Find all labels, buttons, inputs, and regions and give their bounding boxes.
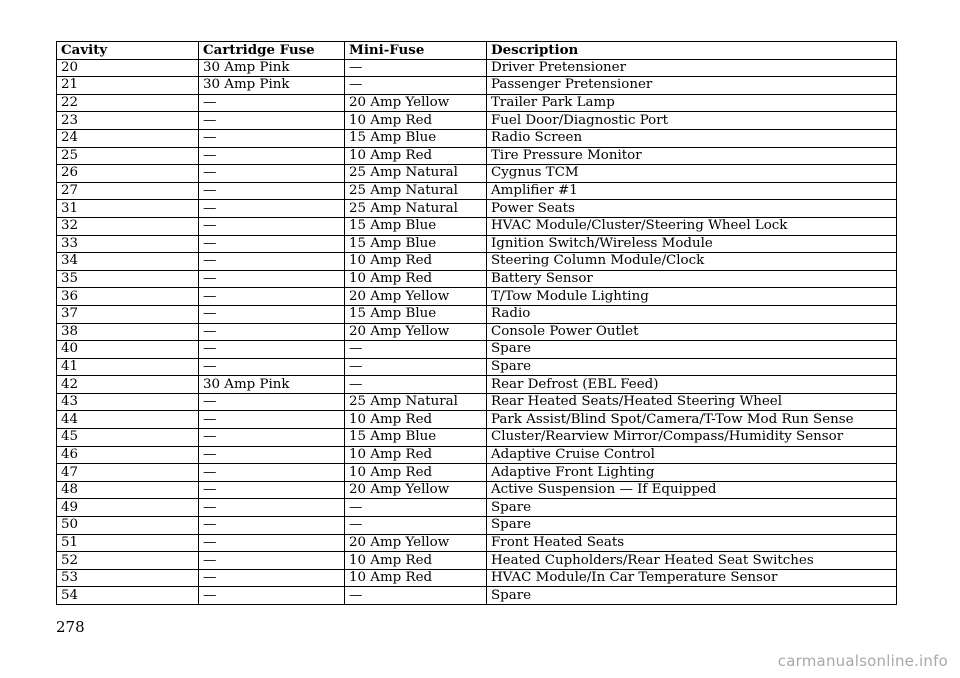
table-row [57, 517, 897, 535]
cell-cavity: 20 [57, 59, 199, 77]
table-row [57, 429, 897, 447]
table-row [57, 499, 897, 517]
cell-cartridge-fuse: — [199, 411, 345, 429]
cell-description: HVAC Module/In Car Temperature Sensor [487, 569, 897, 587]
cell-cavity: 33 [57, 235, 199, 253]
cell-description: Power Seats [487, 200, 897, 218]
cell-cartridge-fuse: 30 Amp Pink [199, 59, 345, 77]
table-row [57, 94, 897, 112]
cell-description: Adaptive Cruise Control [487, 446, 897, 464]
fuse-table [56, 41, 897, 605]
cell-mini-fuse: 15 Amp Blue [345, 429, 487, 447]
cell-cartridge-fuse: 30 Amp Pink [199, 77, 345, 95]
cell-cavity: 46 [57, 446, 199, 464]
cell-cartridge-fuse: — [199, 112, 345, 130]
cell-cavity: 48 [57, 481, 199, 499]
table-row [57, 217, 897, 235]
table-row [57, 411, 897, 429]
table-row [57, 587, 897, 605]
cell-description: Battery Sensor [487, 270, 897, 288]
cell-cavity: 51 [57, 534, 199, 552]
cell-mini-fuse: — [345, 77, 487, 95]
cell-cavity: 32 [57, 217, 199, 235]
cell-description: Rear Heated Seats/Heated Steering Wheel [487, 393, 897, 411]
cell-cavity: 43 [57, 393, 199, 411]
cell-cavity: 47 [57, 464, 199, 482]
cell-mini-fuse: 25 Amp Natural [345, 200, 487, 218]
table-row [57, 59, 897, 77]
table-row [57, 323, 897, 341]
cell-cartridge-fuse: — [199, 200, 345, 218]
cell-cartridge-fuse: — [199, 534, 345, 552]
cell-cartridge-fuse: — [199, 165, 345, 183]
cell-mini-fuse: — [345, 341, 487, 359]
table-row [57, 464, 897, 482]
table-row [57, 341, 897, 359]
cell-description: Spare [487, 358, 897, 376]
cell-cartridge-fuse: 30 Amp Pink [199, 376, 345, 394]
cell-description: Heated Cupholders/Rear Heated Seat Switches [487, 552, 897, 570]
cell-description: Steering Column Module/Clock [487, 253, 897, 271]
header-mini-fuse: Mini-Fuse [345, 42, 487, 60]
cell-cavity: 54 [57, 587, 199, 605]
table-row [57, 77, 897, 95]
cell-cavity: 53 [57, 569, 199, 587]
table-row [57, 393, 897, 411]
cell-cartridge-fuse: — [199, 147, 345, 165]
cell-mini-fuse: 10 Amp Red [345, 112, 487, 130]
table-body [57, 59, 897, 604]
cell-description: Fuel Door/Diagnostic Port [487, 112, 897, 130]
cell-cartridge-fuse: — [199, 341, 345, 359]
table-row [57, 534, 897, 552]
cell-mini-fuse: 15 Amp Blue [345, 217, 487, 235]
cell-cavity: 37 [57, 305, 199, 323]
table-row [57, 235, 897, 253]
cell-description: Park Assist/Blind Spot/Camera/T-Tow Mod Run Sense [487, 411, 897, 429]
cell-cavity: 27 [57, 182, 199, 200]
cell-cavity: 23 [57, 112, 199, 130]
cell-mini-fuse: 15 Amp Blue [345, 305, 487, 323]
cell-description: Amplifier #1 [487, 182, 897, 200]
watermark: carmanualsonline.info [777, 652, 948, 670]
cell-cavity: 45 [57, 429, 199, 447]
cell-mini-fuse: — [345, 587, 487, 605]
table-row [57, 182, 897, 200]
cell-cartridge-fuse: — [199, 446, 345, 464]
cell-cartridge-fuse: — [199, 253, 345, 271]
cell-cartridge-fuse: — [199, 288, 345, 306]
cell-mini-fuse: — [345, 376, 487, 394]
cell-cartridge-fuse: — [199, 464, 345, 482]
header-description: Description [487, 42, 897, 60]
cell-description: T/Tow Module Lighting [487, 288, 897, 306]
cell-description: Console Power Outlet [487, 323, 897, 341]
cell-cartridge-fuse: — [199, 94, 345, 112]
cell-cartridge-fuse: — [199, 481, 345, 499]
cell-cavity: 34 [57, 253, 199, 271]
cell-cartridge-fuse: — [199, 217, 345, 235]
cell-cavity: 44 [57, 411, 199, 429]
cell-cavity: 42 [57, 376, 199, 394]
cell-cavity: 40 [57, 341, 199, 359]
cell-description: Rear Defrost (EBL Feed) [487, 376, 897, 394]
table-row [57, 200, 897, 218]
cell-description: Tire Pressure Monitor [487, 147, 897, 165]
cell-mini-fuse: 25 Amp Natural [345, 165, 487, 183]
cell-description: Cygnus TCM [487, 165, 897, 183]
cell-mini-fuse: — [345, 517, 487, 535]
cell-cavity: 26 [57, 165, 199, 183]
cell-mini-fuse: 10 Amp Red [345, 411, 487, 429]
cell-cavity: 22 [57, 94, 199, 112]
table-row [57, 165, 897, 183]
cell-mini-fuse: 20 Amp Yellow [345, 481, 487, 499]
cell-mini-fuse: 10 Amp Red [345, 147, 487, 165]
cell-description: Adaptive Front Lighting [487, 464, 897, 482]
cell-description: HVAC Module/Cluster/Steering Wheel Lock [487, 217, 897, 235]
cell-cavity: 50 [57, 517, 199, 535]
cell-description: Radio [487, 305, 897, 323]
cell-description: Ignition Switch/Wireless Module [487, 235, 897, 253]
cell-mini-fuse: 10 Amp Red [345, 270, 487, 288]
cell-mini-fuse: 10 Amp Red [345, 552, 487, 570]
cell-mini-fuse: 10 Amp Red [345, 569, 487, 587]
cell-mini-fuse: 20 Amp Yellow [345, 534, 487, 552]
cell-cavity: 38 [57, 323, 199, 341]
header-cartridge-fuse: Cartridge Fuse [199, 42, 345, 60]
table-row [57, 112, 897, 130]
cell-cartridge-fuse: — [199, 499, 345, 517]
table-row [57, 376, 897, 394]
cell-cavity: 52 [57, 552, 199, 570]
cell-cartridge-fuse: — [199, 429, 345, 447]
cell-mini-fuse: — [345, 59, 487, 77]
cell-cavity: 36 [57, 288, 199, 306]
cell-description: Driver Pretensioner [487, 59, 897, 77]
table-row [57, 270, 897, 288]
cell-cartridge-fuse: — [199, 552, 345, 570]
cell-mini-fuse: 20 Amp Yellow [345, 323, 487, 341]
cell-cartridge-fuse: — [199, 393, 345, 411]
cell-mini-fuse: — [345, 499, 487, 517]
cell-cartridge-fuse: — [199, 182, 345, 200]
cell-description: Spare [487, 517, 897, 535]
cell-cartridge-fuse: — [199, 129, 345, 147]
cell-cavity: 25 [57, 147, 199, 165]
cell-mini-fuse: 20 Amp Yellow [345, 288, 487, 306]
cell-cavity: 49 [57, 499, 199, 517]
cell-mini-fuse: 25 Amp Natural [345, 393, 487, 411]
table-row [57, 552, 897, 570]
table-header-row [57, 42, 897, 60]
cell-mini-fuse: 10 Amp Red [345, 464, 487, 482]
cell-cartridge-fuse: — [199, 517, 345, 535]
table-row [57, 305, 897, 323]
table-row [57, 129, 897, 147]
cell-cartridge-fuse: — [199, 305, 345, 323]
table-row [57, 358, 897, 376]
cell-cartridge-fuse: — [199, 569, 345, 587]
cell-cartridge-fuse: — [199, 358, 345, 376]
cell-description: Spare [487, 499, 897, 517]
cell-mini-fuse: 15 Amp Blue [345, 129, 487, 147]
cell-mini-fuse: 10 Amp Red [345, 253, 487, 271]
cell-description: Front Heated Seats [487, 534, 897, 552]
cell-mini-fuse: 20 Amp Yellow [345, 94, 487, 112]
table-row [57, 288, 897, 306]
page-number: 278 [56, 618, 85, 636]
cell-cartridge-fuse: — [199, 323, 345, 341]
cell-cavity: 35 [57, 270, 199, 288]
cell-description: Trailer Park Lamp [487, 94, 897, 112]
cell-description: Radio Screen [487, 129, 897, 147]
cell-description: Cluster/Rearview Mirror/Compass/Humidity Sensor [487, 429, 897, 447]
cell-cartridge-fuse: — [199, 587, 345, 605]
cell-description: Passenger Pretensioner [487, 77, 897, 95]
cell-mini-fuse: — [345, 358, 487, 376]
cell-description: Active Suspension — If Equipped [487, 481, 897, 499]
table-row [57, 481, 897, 499]
table-row [57, 253, 897, 271]
table-row [57, 569, 897, 587]
cell-cartridge-fuse: — [199, 235, 345, 253]
cell-cartridge-fuse: — [199, 270, 345, 288]
cell-description: Spare [487, 341, 897, 359]
cell-description: Spare [487, 587, 897, 605]
table-row [57, 446, 897, 464]
cell-mini-fuse: 25 Amp Natural [345, 182, 487, 200]
cell-cavity: 24 [57, 129, 199, 147]
cell-cavity: 41 [57, 358, 199, 376]
table-row [57, 147, 897, 165]
cell-mini-fuse: 15 Amp Blue [345, 235, 487, 253]
cell-mini-fuse: 10 Amp Red [345, 446, 487, 464]
header-cavity: Cavity [57, 42, 199, 60]
cell-cavity: 31 [57, 200, 199, 218]
cell-cavity: 21 [57, 77, 199, 95]
